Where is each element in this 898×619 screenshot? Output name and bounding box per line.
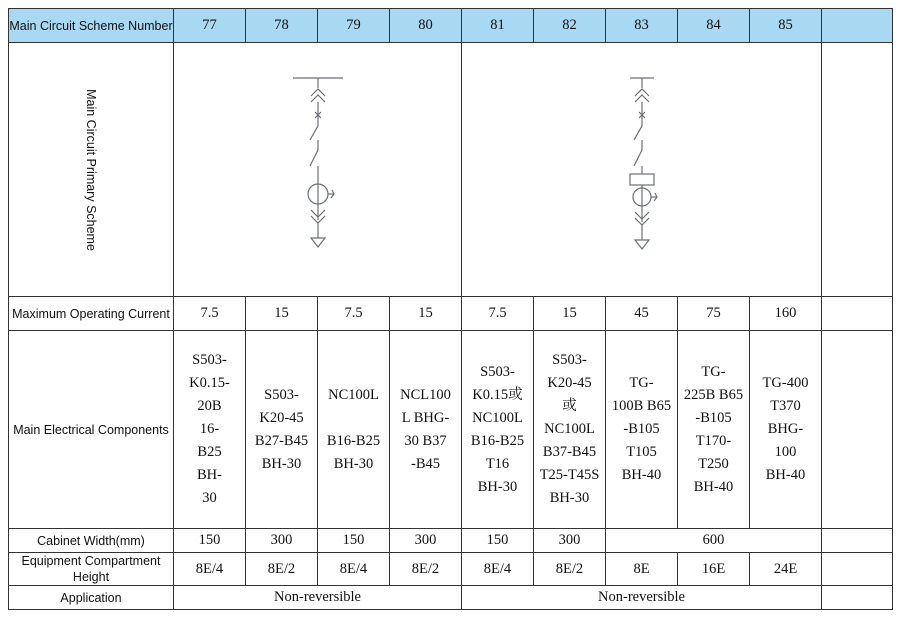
- scheme-label-cell: [9, 43, 174, 297]
- component-list: [822, 331, 893, 529]
- scheme-number: 84: [678, 9, 750, 43]
- width-value: 150: [174, 529, 246, 553]
- height-value: 8E/2: [534, 553, 606, 586]
- width-value: 300: [390, 529, 462, 553]
- component-list: S503- K0.15- 20B 16- B25 BH- 30: [174, 331, 246, 529]
- scheme-number: [822, 9, 893, 43]
- height-value: 16E: [678, 553, 750, 586]
- component-list: NCL100 L BHG- 30 B37 -B45: [390, 331, 462, 529]
- compartment-height-label: Equipment Compartment Height: [9, 553, 174, 586]
- scheme-number: 85: [750, 9, 822, 43]
- current-value: 160: [750, 297, 822, 331]
- current-value: 7.5: [318, 297, 390, 331]
- current-value: [822, 297, 893, 331]
- cabinet-width-label: Cabinet Width(mm): [9, 529, 174, 553]
- component-list: S503- K0.15或 NC100L B16-B25 T16 BH-30: [462, 331, 534, 529]
- height-value: 8E/4: [318, 553, 390, 586]
- component-list: TG- 100B B65 -B105 T105 BH-40: [606, 331, 678, 529]
- components-label: Main Electrical Components: [9, 331, 174, 529]
- height-value: 8E/2: [246, 553, 318, 586]
- compartment-height-row: [9, 553, 893, 586]
- current-value: 7.5: [462, 297, 534, 331]
- height-value: 8E: [606, 553, 678, 586]
- scheme-number: 77: [174, 9, 246, 43]
- width-value: 300: [246, 529, 318, 553]
- application-value: Non-reversible: [462, 586, 822, 610]
- component-list: TG-400 T370 BHG- 100 BH-40: [750, 331, 822, 529]
- current-value: 15: [390, 297, 462, 331]
- scheme-number: 80: [390, 9, 462, 43]
- width-value: 300: [534, 529, 606, 553]
- scheme-diagram-b-cell: [462, 43, 822, 297]
- height-value: 8E/4: [174, 553, 246, 586]
- height-value: 8E/2: [390, 553, 462, 586]
- scheme-label: Main Circuit Primary Scheme: [84, 88, 98, 251]
- max-current-label: Maximum Operating Current: [9, 297, 174, 331]
- application-label: Application: [9, 586, 174, 610]
- application-value: Non-reversible: [174, 586, 462, 610]
- scheme-number: 78: [246, 9, 318, 43]
- header-label: Main Circuit Scheme Number: [9, 9, 174, 43]
- header-row: [9, 9, 893, 43]
- component-list: S503- K20-45 或 NC100L B37-B45 T25-T45S BH-30: [534, 331, 606, 529]
- component-list: TG- 225B B65 -B105 T170- T250 BH-40: [678, 331, 750, 529]
- current-value: 45: [606, 297, 678, 331]
- scheme-number: 82: [534, 9, 606, 43]
- component-list: S503- K20-45 B27-B45 BH-30: [246, 331, 318, 529]
- components-row: [9, 331, 893, 529]
- scheme-number: 83: [606, 9, 678, 43]
- scheme-diagram-a-cell: [174, 43, 462, 297]
- current-value: 15: [246, 297, 318, 331]
- current-value: 15: [534, 297, 606, 331]
- current-value: 7.5: [174, 297, 246, 331]
- spec-table: [8, 8, 893, 610]
- width-value: 150: [318, 529, 390, 553]
- scheme-number: 79: [318, 9, 390, 43]
- width-value: 150: [462, 529, 534, 553]
- width-value: 600: [606, 529, 822, 553]
- component-list: NC100L B16-B25 BH-30: [318, 331, 390, 529]
- height-value: [822, 553, 893, 586]
- width-value: [822, 529, 893, 553]
- height-value: 8E/4: [462, 553, 534, 586]
- circuit-diagram-a: [278, 70, 358, 270]
- scheme-row: [9, 43, 893, 297]
- height-value: 24E: [750, 553, 822, 586]
- cabinet-width-row: [9, 529, 893, 553]
- scheme-empty-cell: [822, 43, 893, 297]
- scheme-number: 81: [462, 9, 534, 43]
- application-value: [822, 586, 893, 610]
- application-row: [9, 586, 893, 610]
- current-value: 75: [678, 297, 750, 331]
- max-current-row: [9, 297, 893, 331]
- circuit-diagram-b: [602, 70, 682, 270]
